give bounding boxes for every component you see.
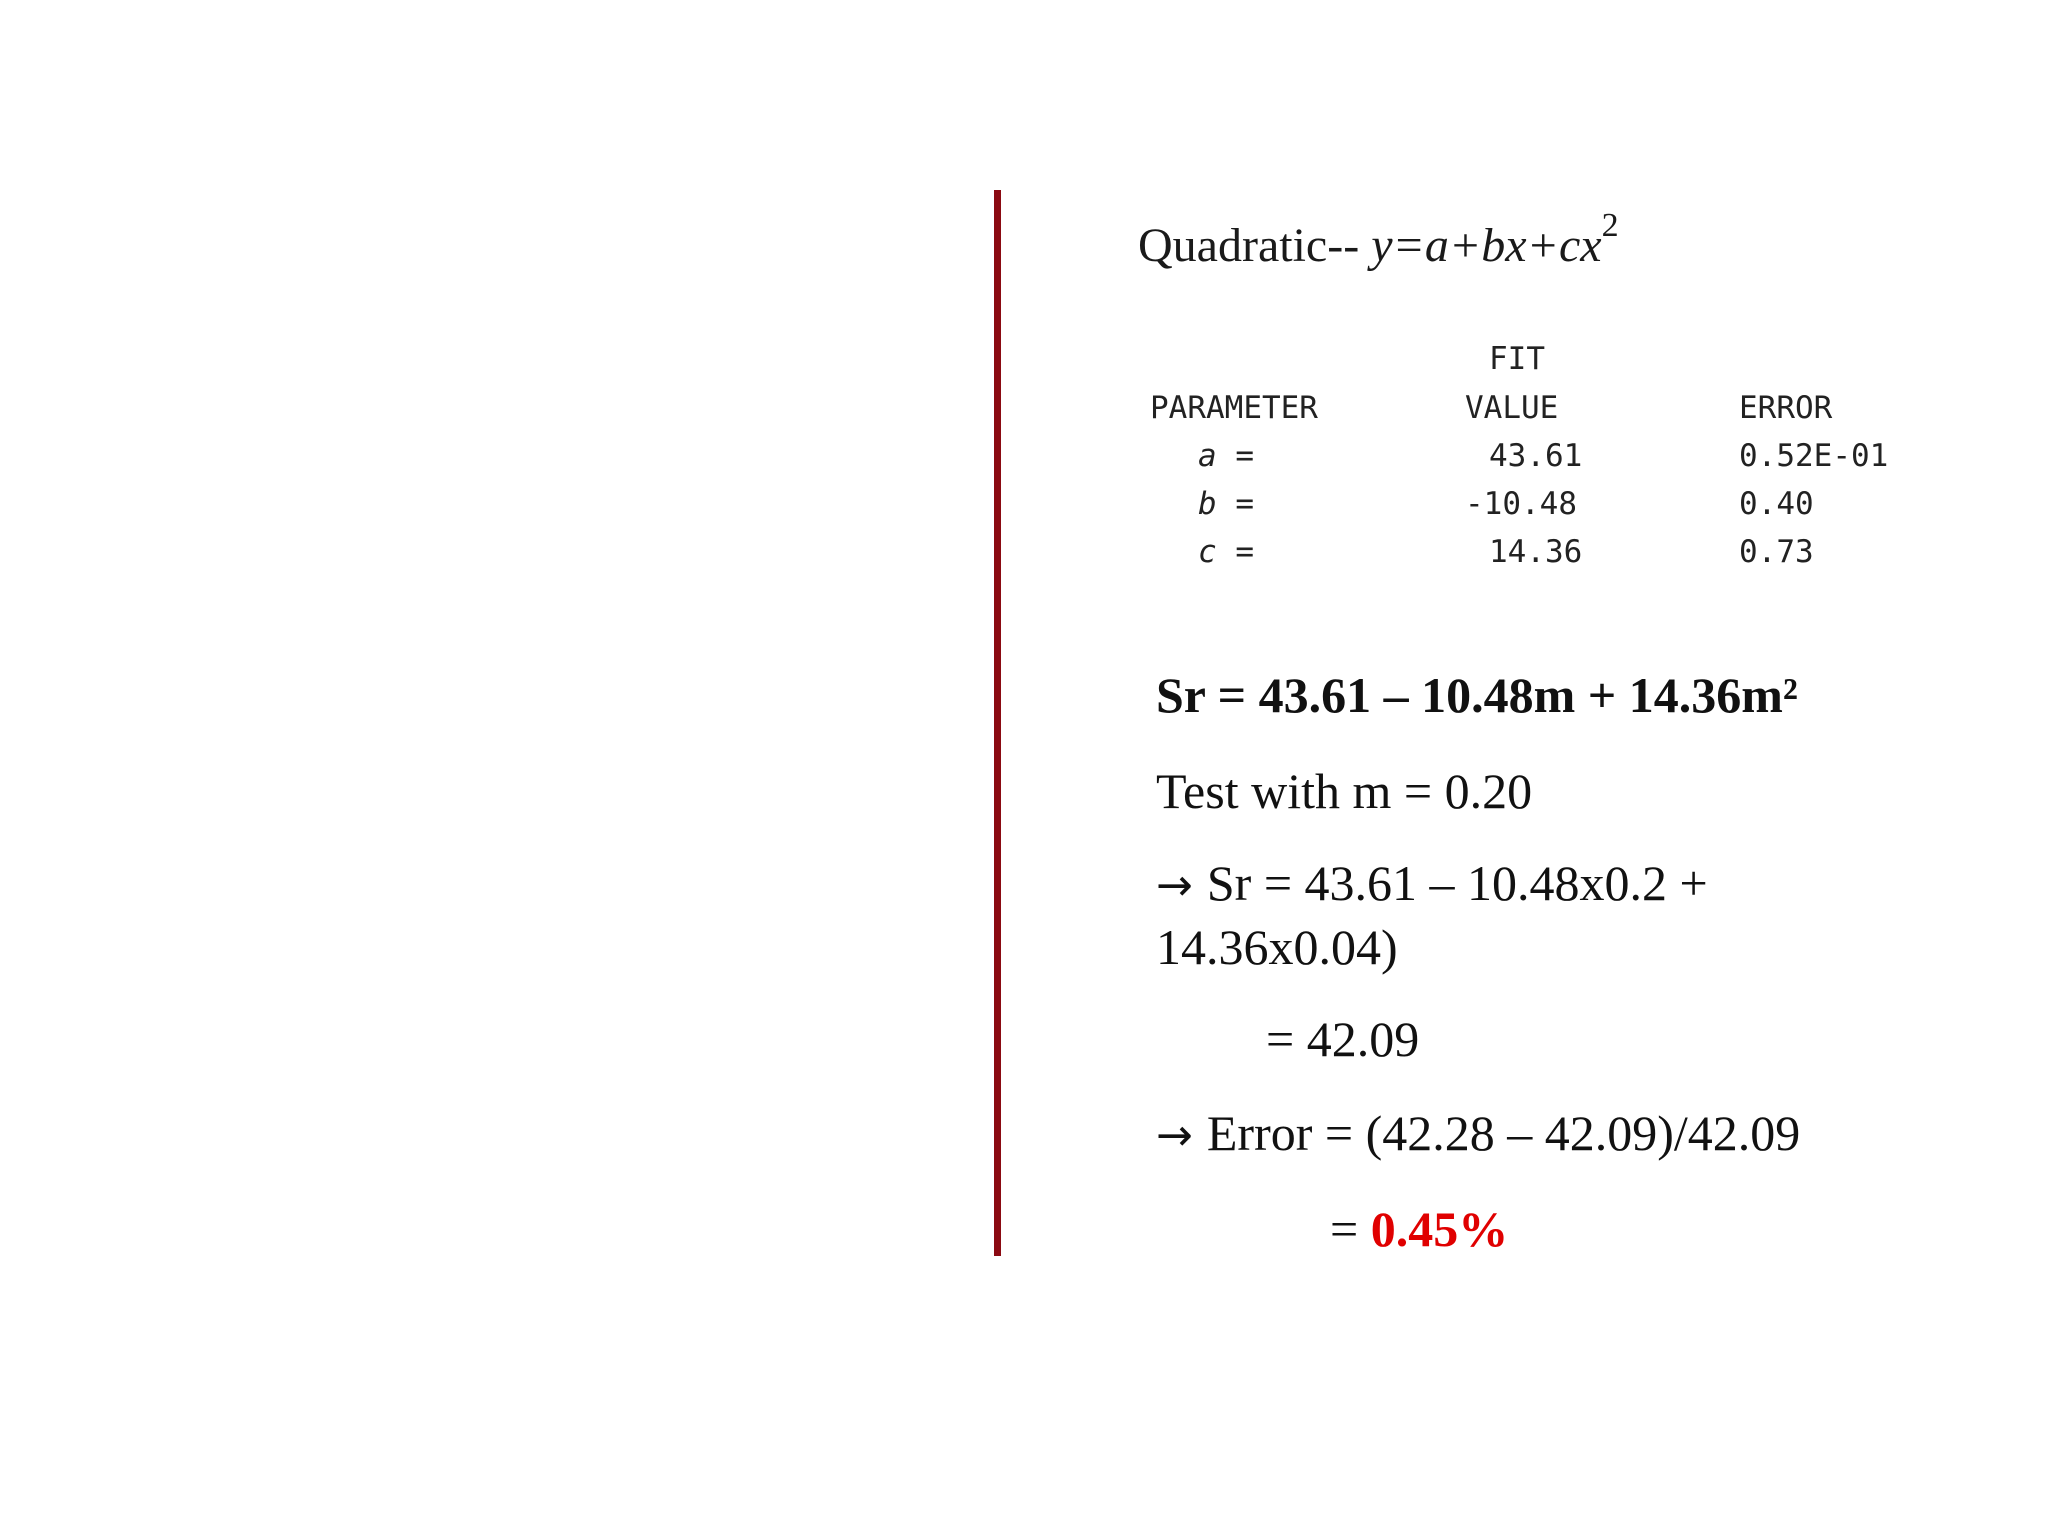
table-header-top-row <box>1150 334 1939 384</box>
param-name-cell <box>1150 432 1465 480</box>
param-error: 0.40 <box>1739 486 1814 522</box>
table-row <box>1150 528 1939 576</box>
fit-title-prefix: Quadratic-- <box>1138 219 1372 272</box>
param-equals: = <box>1235 486 1255 522</box>
param-name-cell <box>1150 480 1465 528</box>
error-expression-line <box>1156 1104 1800 1162</box>
param-name: c <box>1198 534 1217 570</box>
table-header-row <box>1150 384 1939 432</box>
table-row <box>1150 432 1939 480</box>
param-equals: = <box>1235 438 1255 474</box>
param-value: 43.61 <box>1489 438 1583 474</box>
param-error: 0.52E-01 <box>1739 438 1889 474</box>
param-name: b <box>1198 486 1217 522</box>
header-error: ERROR <box>1739 390 1833 426</box>
param-name-cell <box>1150 528 1465 576</box>
param-value: -10.48 <box>1465 486 1577 522</box>
calculation-text-1: Sr = 43.61 – 10.48x0.2 + <box>1206 855 1708 911</box>
header-value: VALUE <box>1465 390 1559 426</box>
right-arrow-icon: → <box>1156 1110 1193 1161</box>
error-result-prefix: = <box>1330 1201 1371 1257</box>
fit-parameter-table <box>1150 334 1939 576</box>
error-percentage: 0.45% <box>1370 1201 1509 1257</box>
fit-equation: y=a+bx+cx <box>1371 219 1602 272</box>
param-value: 14.36 <box>1489 534 1583 570</box>
param-name: a <box>1198 438 1217 474</box>
param-equals: = <box>1235 534 1255 570</box>
table-row <box>1150 480 1939 528</box>
right-arrow-icon: → <box>1156 860 1193 911</box>
param-error: 0.73 <box>1739 534 1814 570</box>
fit-equation-exponent: 2 <box>1601 207 1619 244</box>
calculation-line-2: 14.36x0.04) <box>1156 919 1398 975</box>
test-statement: Test with m = 0.20 <box>1156 763 1533 819</box>
fit-model-title <box>1138 204 1619 276</box>
model-equation: Sr = 43.61 – 10.48m + 14.36m² <box>1156 667 1798 723</box>
calculation-line-1 <box>1156 854 1708 912</box>
vertical-divider <box>994 190 1001 1256</box>
calculation-result: = 42.09 <box>1266 1011 1420 1067</box>
error-result-line <box>1330 1200 1508 1258</box>
header-parameter: PARAMETER <box>1150 390 1318 426</box>
error-expression: Error = (42.28 – 42.09)/42.09 <box>1206 1105 1801 1161</box>
header-fit: FIT <box>1489 341 1545 377</box>
